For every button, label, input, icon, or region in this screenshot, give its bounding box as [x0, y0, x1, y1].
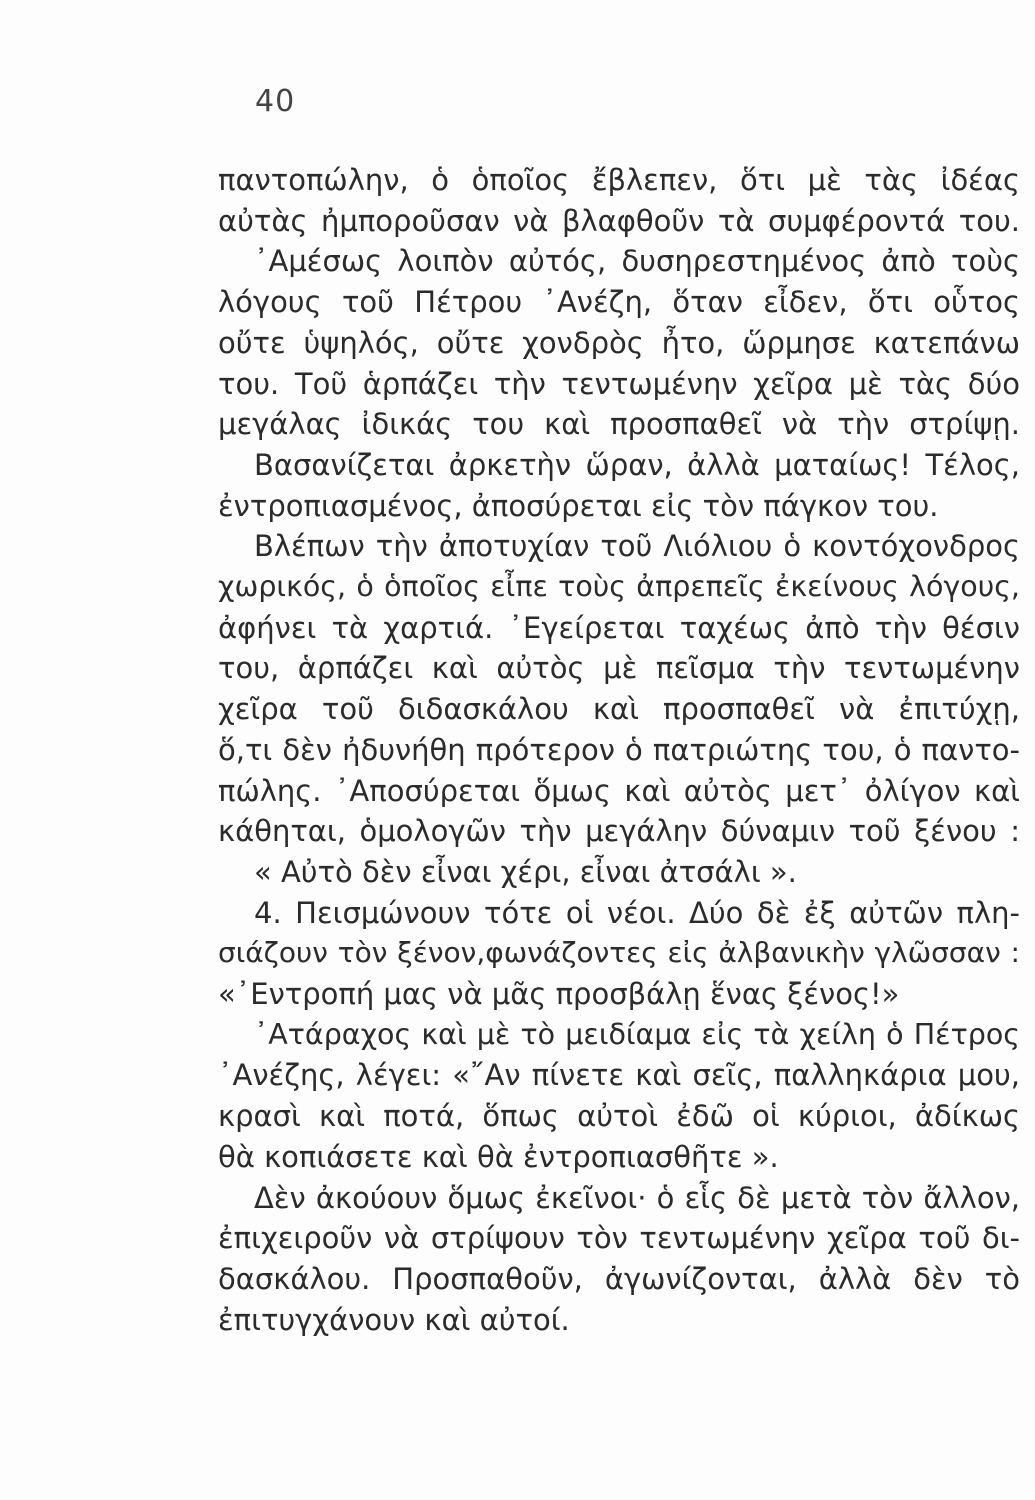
text-line: ὅ,τι δὲν ἠδυνήθη πρότερον ὁ πατριώτης του, ὁ παντο-	[218, 732, 1020, 767]
text-line: πώλης. ᾿Αποσύρεται ὅμως καὶ αὐτὸς μετ᾽ ὀλίγον καὶ	[218, 773, 1020, 808]
text-line: ἐπιχειροῦν νὰ στρίψουν τὸν τεντωμένην χεῖρα τοῦ δι-	[218, 1221, 1020, 1256]
text-line: ᾿Αμέσως λοιπὸν αὐτός, δυσηρεστημένος ἀπὸ τοὺς	[254, 244, 1020, 279]
text-line: ᾿Ανέζης, λέγει: «῎Αν πίνετε καὶ σεῖς, παλληκάρια μου,	[218, 1058, 1020, 1093]
text-line: οὔτε ὑψηλός, οὔτε χονδρὸς ἦτο, ὥρμησε κατεπάνω	[218, 325, 1020, 360]
text-line: θὰ κοπιάσετε καὶ θὰ ἐντροπιασθῆτε ».	[218, 1139, 779, 1174]
text-line: λόγους τοῦ Πέτρου ᾿Ανέζη, ὅταν εἶδεν, ὅτι οὗτος	[218, 285, 1020, 320]
text-line: του, ἁρπάζει καὶ αὐτὸς μὲ πεῖσμα τὴν τεντωμένην	[218, 651, 1020, 686]
text-line: ἀφήνει τὰ χαρτιά. ᾿Εγείρεται ταχέως ἀπὸ τὴν θέσιν	[218, 610, 1020, 645]
text-line: «᾿Εντροπή μας νὰ μᾶς προσβάλῃ ἕνας ξένος!»	[218, 977, 900, 1011]
text-line: ἐντροπιασμένος, ἀποσύρεται εἰς τὸν πάγκον του.	[218, 488, 939, 523]
text-line: κρασὶ καὶ ποτά, ὅπως αὐτοὶ ἐδῶ οἱ κύριοι, ἀδίκως	[218, 1099, 1020, 1134]
text-line: δασκάλου. Προσπαθοῦν, ἀγωνίζονται, ἀλλὰ δὲν τὸ	[218, 1261, 1020, 1296]
text-line: ἐπιτυγχάνουν καὶ αὐτοί.	[218, 1302, 570, 1337]
text-line: χωρικός, ὁ ὁποῖος εἶπε τοὺς ἀπρεπεῖς ἐκείνους λόγους,	[218, 570, 1020, 603]
text-line: 4. Πεισμώνουν τότε οἱ νέοι. Δύο δὲ ἐξ αὐτῶν πλη-	[254, 895, 1020, 930]
text-line: « Αὐτὸ δὲν εἶναι χέρι, εἶναι ἀτσάλι ».	[254, 854, 797, 889]
text-line: κάθηται, ὁμολογῶν τὴν μεγάλην δύναμιν τοῦ ξένου :	[218, 814, 1020, 849]
text-line: Βασανίζεται ἀρκετὴν ὥραν, ἀλλὰ ματαίως! Τέλος,	[254, 447, 1020, 482]
text-line: ᾿Ατάραχος καὶ μὲ τὸ μειδίαμα εἰς τὰ χείλη ὁ Πέτρος	[254, 1017, 1020, 1051]
text-line: του. Τοῦ ἁρπάζει τὴν τεντωμένην χεῖρα μὲ τὰς δύο	[218, 366, 1020, 401]
text-line: Δὲν ἀκούουν ὅμως ἐκεῖνοι· ὁ εἷς δὲ μετὰ τὸν ἄλλον,	[254, 1180, 1020, 1215]
text-line: χεῖρα τοῦ διδασκάλου καὶ προσπαθεῖ νὰ ἐπιτύχῃ,	[218, 692, 1020, 727]
text-line: μεγάλας ἰδικάς του καὶ προσπαθεῖ νὰ τὴν στρίψῃ.	[218, 407, 1020, 442]
text-line: Βλέπων τὴν ἀποτυχίαν τοῦ Λιόλιου ὁ κοντόχονδρος	[254, 529, 1020, 564]
text-line: σιάζουν τὸν ξένον,φωνάζοντες εἰς ἀλβανικὴν γλῶσσαν :	[218, 936, 1020, 970]
text-line: παντοπώλην, ὁ ὁποῖος ἔβλεπεν, ὅτι μὲ τὰς ἰδέας	[218, 163, 1020, 197]
page-number: 40	[255, 84, 296, 119]
text-line: αὐτὰς ἠμποροῦσαν νὰ βλαφθοῦν τὰ συμφέροντά του.	[218, 203, 1020, 238]
